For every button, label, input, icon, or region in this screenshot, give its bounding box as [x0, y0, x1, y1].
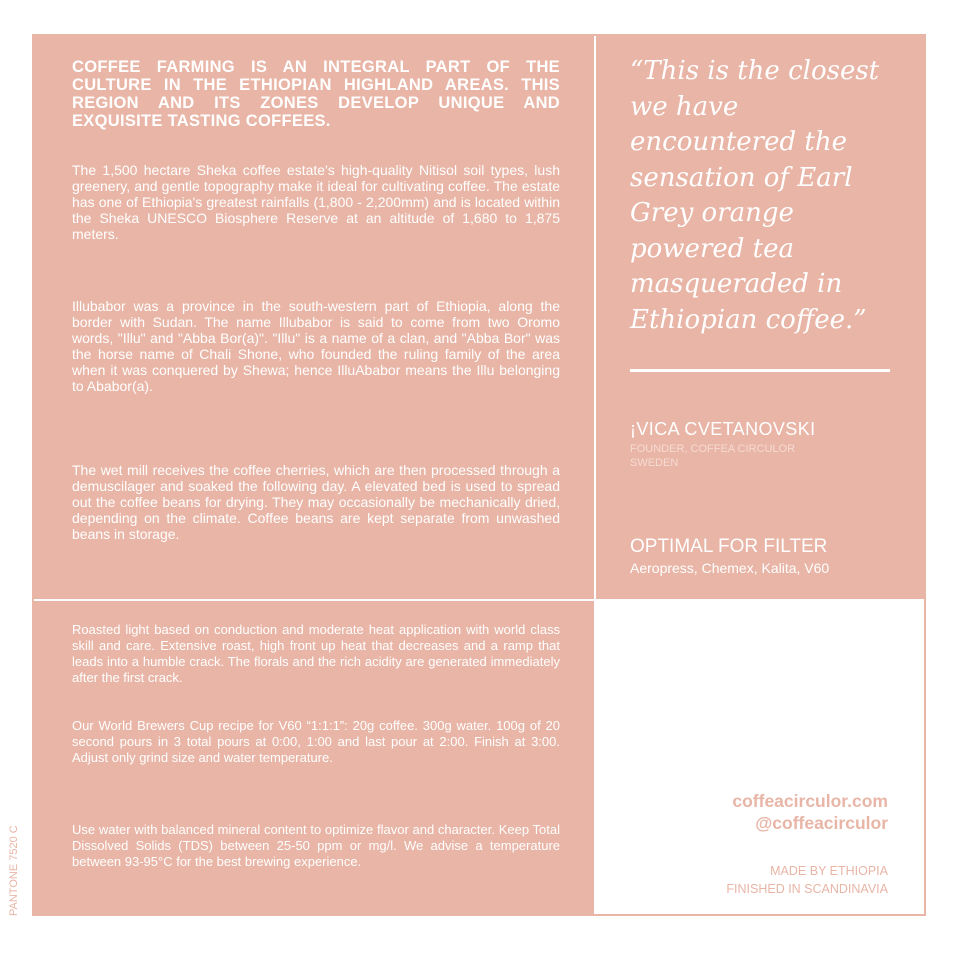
- origin-paragraph-wet-mill: The wet mill receives the coffee cherries, which are then processed through a demuscilager and soaked the following day. A elevated bed is used to spread out the coffee beans for drying. They may occasionally be mechanically dried, depending on the climate. Coffee beans are kept separate from unwashed beans in storage.: [72, 462, 560, 542]
- author-country: SWEDEN: [630, 457, 679, 469]
- website-link[interactable]: coffeacirculor.com: [732, 791, 888, 811]
- made-by-label: MADE BY ETHIOPIA: [770, 864, 888, 878]
- finished-in-label: FINISHED IN SCANDINAVIA: [726, 882, 888, 896]
- author-role: [630, 442, 795, 470]
- info-panel: [596, 601, 924, 914]
- origin-paragraph-estate: The 1,500 hectare Sheka coffee estate's high-quality Nitisol soil types, lush greenery, and gentle topography make it ideal for cultivating coffee. The estate has one of Ethiopia's greatest rainfalls (1,800 - 2,200mm) and is located within the Sheka UNESCO Biosphere Reserve at an altitude of 1,680 to 1,875 meters.: [72, 162, 560, 242]
- origin-paragraph-illubabor: Illubabor was a province in the south-western part of Ethiopia, along the border with Sudan. The name Illubabor is said to come from two Oromo words, "Illu" and "Abba Bor(a)". "Illu" is a name of a clan, and "Abba Bor" was the horse name of Chali Shone, who founded the ruling family of the area when it was conquered by Shewa; hence IlluAbabor means the Illu belonging to Ababor(a).: [72, 298, 560, 394]
- quote-author: ¡VICA CVETANOVSKI: [630, 419, 816, 439]
- quote-panel: [596, 36, 924, 599]
- pantone-label: PANTONE 7520 C: [8, 825, 20, 916]
- testimonial-quote: “This is the closest we have encountered the sensation of Earl Grey orange powered tea masqueraded in Ethiopian coffee.”: [630, 56, 880, 335]
- water-paragraph: Use water with balanced mineral content to optimize flavor and character. Keep Total Dissolved Solids (TDS) between 25-50 ppm or mg/l. We advise a temperature between 93-95°C for the best brewing experience.: [72, 822, 560, 869]
- brew-methods: Aeropress, Chemex, Kalita, V60: [630, 560, 830, 576]
- optimal-for-heading: OPTIMAL FOR FILTER: [630, 536, 828, 557]
- brewing-panel: [34, 601, 594, 914]
- recipe-paragraph: Our World Brewers Cup recipe for V60 “1:1:1”: 20g coffee. 300g water. 100g of 20 second pours in 3 total pours at 0:00, 1:00 and last pour at 2:00. Finish at 3:00. Adjust only grind size and water temperature.: [72, 718, 560, 765]
- quote-divider: [630, 369, 890, 372]
- author-title: FOUNDER, COFFEA CIRCULOR: [630, 443, 796, 455]
- origin-panel: [34, 36, 594, 599]
- social-handle[interactable]: @coffeacirculor: [755, 813, 888, 833]
- origin-heading: COFFEE FARMING IS AN INTEGRAL PART OF THE CULTURE IN THE ETHIOPIAN HIGHLAND AREAS. THIS REGION AND ITS ZONES DEVELOP UNIQUE AND EXQUISITE TASTING COFFEES.: [72, 58, 560, 130]
- roast-paragraph: Roasted light based on conduction and moderate heat application with world class skill and care. Extensive roast, high front up heat that decreases and a ramp that leads into a humble crack. The florals and the rich acidity are generated immediately after the first crack.: [72, 622, 560, 685]
